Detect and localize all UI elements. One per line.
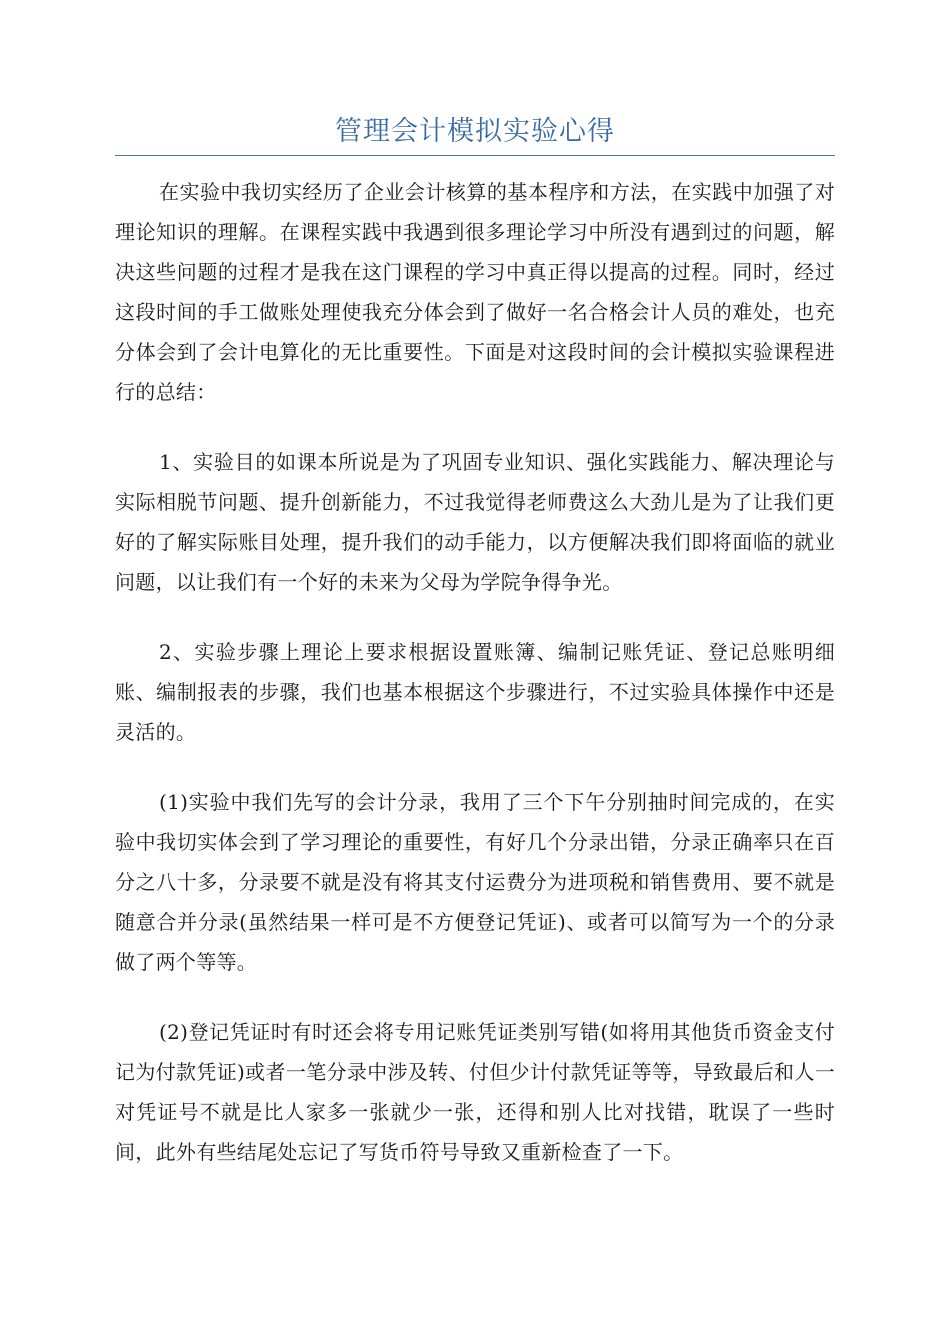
paragraph-steps: 2、实验步骤上理论上要求根据设置账簿、编制记账凭证、登记总账明细账、编制报表的步骤，我们也基本根据这个步骤进行，不过实验具体操作中还是灵活的。: [115, 640, 835, 744]
page-title: 管理会计模拟实验心得: [335, 116, 615, 147]
paragraph-purpose: 1、实验目的如课本所说是为了巩固专业知识、强化实践能力、解决理论与实际相脱节问题、提升创新能力，不过我觉得老师费这么大劲儿是为了让我们更好的了解实际账目处理，提升我们的动手能力，以方便解决我们即将面临的就业问题，以让我们有一个好的未来为父母为学院争得争光。: [115, 450, 835, 594]
paragraph-intro: 在实验中我切实经历了企业会计核算的基本程序和方法，在实践中加强了对理论知识的理解。在课程实践中我遇到很多理论学习中所没有遇到过的问题，解决这些问题的过程才是我在这门课程的学习中真正得以提高的过程。同时，经过这段时间的手工做账处理使我充分体会到了做好一名合格会计人员的难处，也充分体会到了会计电算化的无比重要性。下面是对这段时间的会计模拟实验课程进行的总结：: [115, 180, 835, 404]
title-divider: [115, 155, 835, 156]
paragraph-entries: (1)实验中我们先写的会计分录，我用了三个下午分别抽时间完成的，在实验中我切实体会到了学习理论的重要性，有好几个分录出错，分录正确率只在百分之八十多，分录要不就是没有将其支付运费分为进项税和销售费用、要不就是随意合并分录(虽然结果一样可是不方便登记凭证)、或者可以简写为一个的分录做了两个等等。: [115, 790, 835, 974]
document-body: [115, 172, 835, 1202]
paragraph-vouchers: (2)登记凭证时有时还会将专用记账凭证类别写错(如将用其他货币资金支付记为付款凭证)或者一笔分录中涉及转、付但少计付款凭证等等，导致最后和人一对凭证号不就是比人家多一张就少一张，还得和别人比对找错，耽误了一些时间，此外有些结尾处忘记了写货币符号导致又重新检查了一下。: [115, 1020, 835, 1164]
